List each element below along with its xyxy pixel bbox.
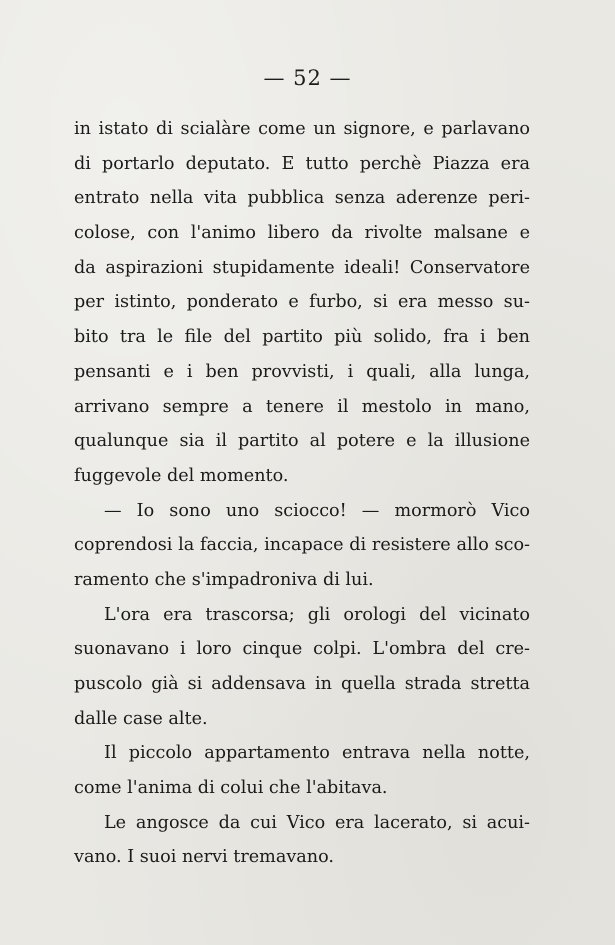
text-line: arrivano sempre a tenere il mestolo in mano, bbox=[74, 396, 530, 417]
text-line: Le angosce da cui Vico era lacerato, si acui- bbox=[104, 812, 530, 833]
text-line: suonavano i loro cinque colpi. L'ombra del cre- bbox=[74, 639, 530, 660]
text-line: per istinto, ponderato e furbo, si era messo su- bbox=[74, 292, 530, 313]
text-line: L'ora era trascorsa; gli orologi del vicinato bbox=[104, 604, 530, 625]
text-line: di portarlo deputato. E tutto perchè Piazza era bbox=[74, 153, 530, 174]
text-line: colose, con l'animo libero da rivolte malsane e bbox=[74, 223, 530, 244]
text-line: coprendosi la faccia, incapace di resistere allo sco- bbox=[74, 535, 530, 556]
body-text bbox=[74, 112, 530, 875]
text-line: bito tra le file del partito più solido, fra i ben bbox=[74, 327, 530, 348]
text-line: puscolo già si addensava in quella strada stretta bbox=[74, 674, 530, 694]
text-line: Il piccolo appartamento entrava nella notte, bbox=[104, 743, 530, 764]
text-line: in istato di scialàre come un signore, e parlavano bbox=[74, 119, 530, 139]
text-line: come l'anima di colui che l'abitava. bbox=[74, 778, 388, 799]
text-line: dalle case alte. bbox=[74, 708, 208, 729]
text-line: entrato nella vita pubblica senza aderenze peri- bbox=[74, 188, 530, 209]
text-line: ramento che s'impadroniva di lui. bbox=[74, 569, 374, 590]
text-line: fuggevole del momento. bbox=[74, 465, 289, 486]
text-line: da aspirazioni stupidamente ideali! Conservatore bbox=[74, 257, 530, 278]
page-number: — 52 — bbox=[263, 66, 352, 90]
text-line: pensanti e i ben provvisti, i quali, alla lunga, bbox=[74, 361, 530, 382]
text-line: qualunque sia il partito al potere e la illusione bbox=[74, 431, 530, 452]
text-line: — Io sono uno sciocco! — mormorò Vico bbox=[104, 500, 530, 521]
text-line: vano. I suoi nervi tremavano. bbox=[74, 847, 334, 868]
